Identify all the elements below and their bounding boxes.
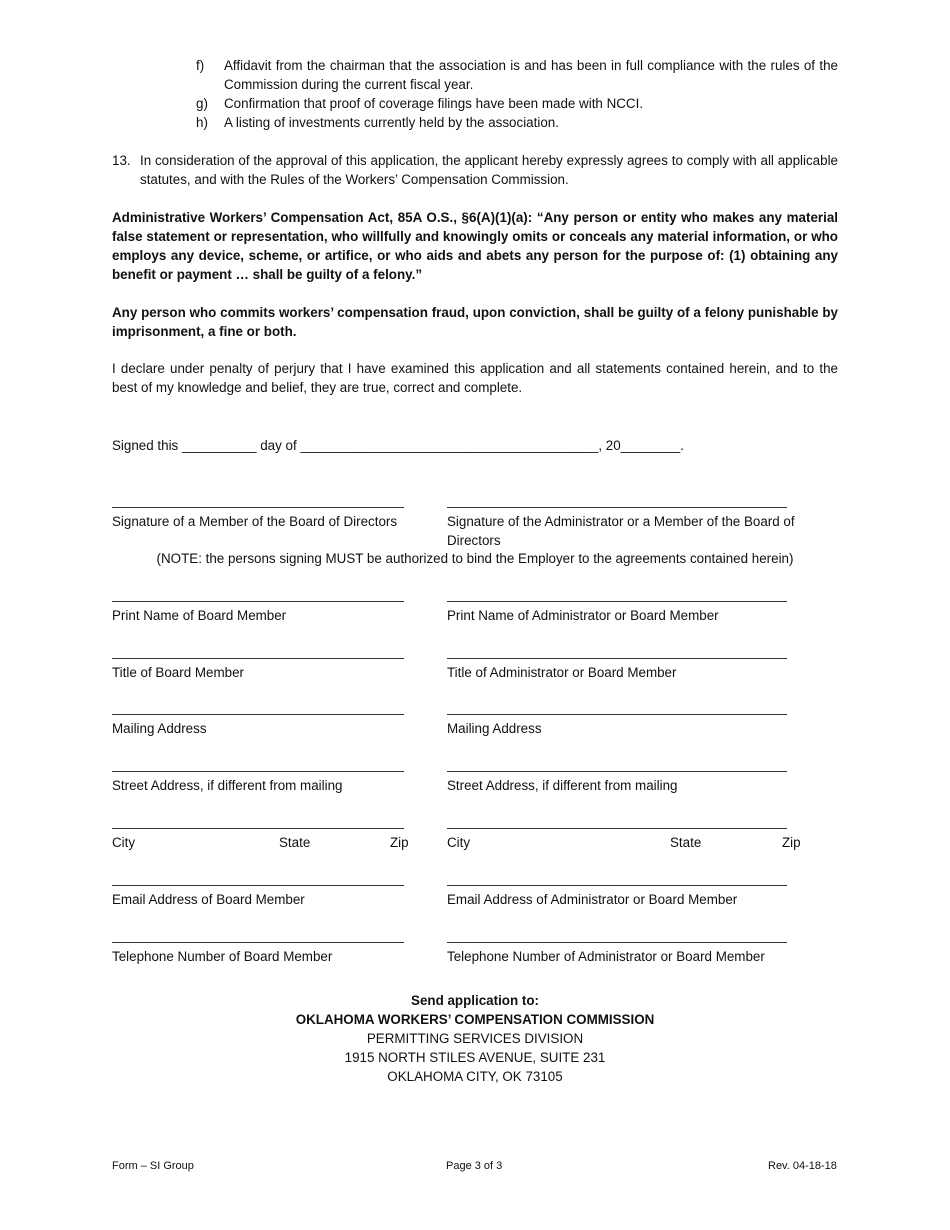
mailing-label-left: Mailing Address bbox=[112, 721, 207, 736]
title-line-left[interactable] bbox=[112, 658, 404, 659]
send-heading: Send application to: bbox=[411, 993, 539, 1008]
print-name-label-right: Print Name of Administrator or Board Member bbox=[447, 608, 719, 623]
print-name-line-left[interactable] bbox=[112, 601, 404, 602]
title-line-right[interactable] bbox=[447, 658, 787, 659]
email-label-right: Email Address of Administrator or Board Member bbox=[447, 892, 738, 907]
phone-label-right: Telephone Number of Administrator or Board Member bbox=[447, 949, 765, 964]
city-label-right: City bbox=[447, 835, 471, 850]
signed-prefix: Signed this bbox=[112, 438, 179, 453]
footer-form-id: Form – SI Group bbox=[112, 1160, 194, 1172]
period: . bbox=[680, 438, 684, 453]
zip-label-left: Zip bbox=[390, 835, 409, 850]
declaration-paragraph: I declare under penalty of perjury that I have examined this application and all statements contained herein, and to the best of my knowledge and belief, they are true, correct and complete. bbox=[112, 361, 838, 395]
signature-label-right: Signature of the Administrator or a Member of the Board of Directors bbox=[447, 514, 795, 548]
statute-paragraph: Administrative Workers’ Compensation Act, 85A O.S., §6(A)(1)(a): “Any person or entity who makes any material false statement or representation, who willfully and knowingly omits or conceals any material information, or who employs any device, scheme, or artifice, or who aids and abets any person for the purpose of: (1) obtaining any benefit or payment … shall be guilty of a felony.” bbox=[112, 210, 838, 282]
phone-line-right[interactable] bbox=[447, 942, 787, 943]
item-13-text: In consideration of the approval of this application, the applicant hereby expressly agrees to comply with all applicable statutes, and with the Rules of the Workers’ Compensation Commission. bbox=[140, 153, 838, 187]
email-line-left[interactable] bbox=[112, 885, 404, 886]
list-text: Affidavit from the chairman that the association is and has been in full compliance with the rules of the Commission during the current fiscal year. bbox=[224, 58, 838, 92]
month-blank[interactable]: ________________________________________ bbox=[300, 438, 599, 453]
title-label-left: Title of Board Member bbox=[112, 665, 244, 680]
signed-date-line bbox=[112, 436, 684, 455]
mailing-line-left[interactable] bbox=[112, 714, 404, 715]
print-name-line-right[interactable] bbox=[447, 601, 787, 602]
day-of-text: day of bbox=[260, 438, 297, 453]
signature-line-right[interactable] bbox=[447, 507, 787, 508]
street-label-left: Street Address, if different from mailing bbox=[112, 778, 343, 793]
day-blank[interactable]: __________ bbox=[182, 438, 257, 453]
division-name: PERMITTING SERVICES DIVISION bbox=[366, 1031, 584, 1046]
city-line-left[interactable] bbox=[112, 828, 404, 829]
zip-label-right: Zip bbox=[782, 835, 801, 850]
footer-revision: Rev. 04-18-18 bbox=[768, 1160, 837, 1172]
city-address: OKLAHOMA CITY, OK 73105 bbox=[387, 1069, 563, 1084]
mailing-instructions bbox=[112, 991, 838, 1086]
authorization-note: (NOTE: the persons signing MUST be authorized to bind the Employer to the agreements contained herein) bbox=[156, 551, 794, 566]
list-label: f) bbox=[196, 58, 205, 73]
state-label-right: State bbox=[670, 835, 702, 850]
city-label-left: City bbox=[112, 835, 136, 850]
commission-name: OKLAHOMA WORKERS’ COMPENSATION COMMISSION bbox=[295, 1012, 655, 1027]
list-label: g) bbox=[196, 96, 208, 111]
list-label: h) bbox=[196, 115, 208, 130]
street-line-right[interactable] bbox=[447, 771, 787, 772]
mailing-line-right[interactable] bbox=[447, 714, 787, 715]
email-line-right[interactable] bbox=[447, 885, 787, 886]
phone-line-left[interactable] bbox=[112, 942, 404, 943]
fraud-paragraph: Any person who commits workers’ compensation fraud, upon conviction, shall be guilty of a felony punishable by imprisonment, a fine or both. bbox=[112, 305, 838, 339]
list-text: Confirmation that proof of coverage filings have been made with NCCI. bbox=[224, 96, 644, 111]
title-label-right: Title of Administrator or Board Member bbox=[447, 665, 677, 680]
mailing-label-right: Mailing Address bbox=[447, 721, 542, 736]
phone-label-left: Telephone Number of Board Member bbox=[112, 949, 333, 964]
signature-label-left: Signature of a Member of the Board of Directors bbox=[112, 514, 398, 529]
year-blank[interactable]: ________ bbox=[620, 438, 681, 453]
signature-line-left[interactable] bbox=[112, 507, 404, 508]
state-label-left: State bbox=[279, 835, 311, 850]
year-prefix: , 20 bbox=[598, 438, 621, 453]
item-13-number: 13. bbox=[112, 153, 131, 168]
email-label-left: Email Address of Board Member bbox=[112, 892, 305, 907]
footer-page-number: Page 3 of 3 bbox=[446, 1160, 503, 1172]
city-line-right[interactable] bbox=[447, 828, 787, 829]
street-address: 1915 NORTH STILES AVENUE, SUITE 231 bbox=[344, 1050, 606, 1065]
print-name-label-left: Print Name of Board Member bbox=[112, 608, 287, 623]
street-line-left[interactable] bbox=[112, 771, 404, 772]
list-text: A listing of investments currently held by the association. bbox=[224, 115, 559, 130]
street-label-right: Street Address, if different from mailing bbox=[447, 778, 678, 793]
